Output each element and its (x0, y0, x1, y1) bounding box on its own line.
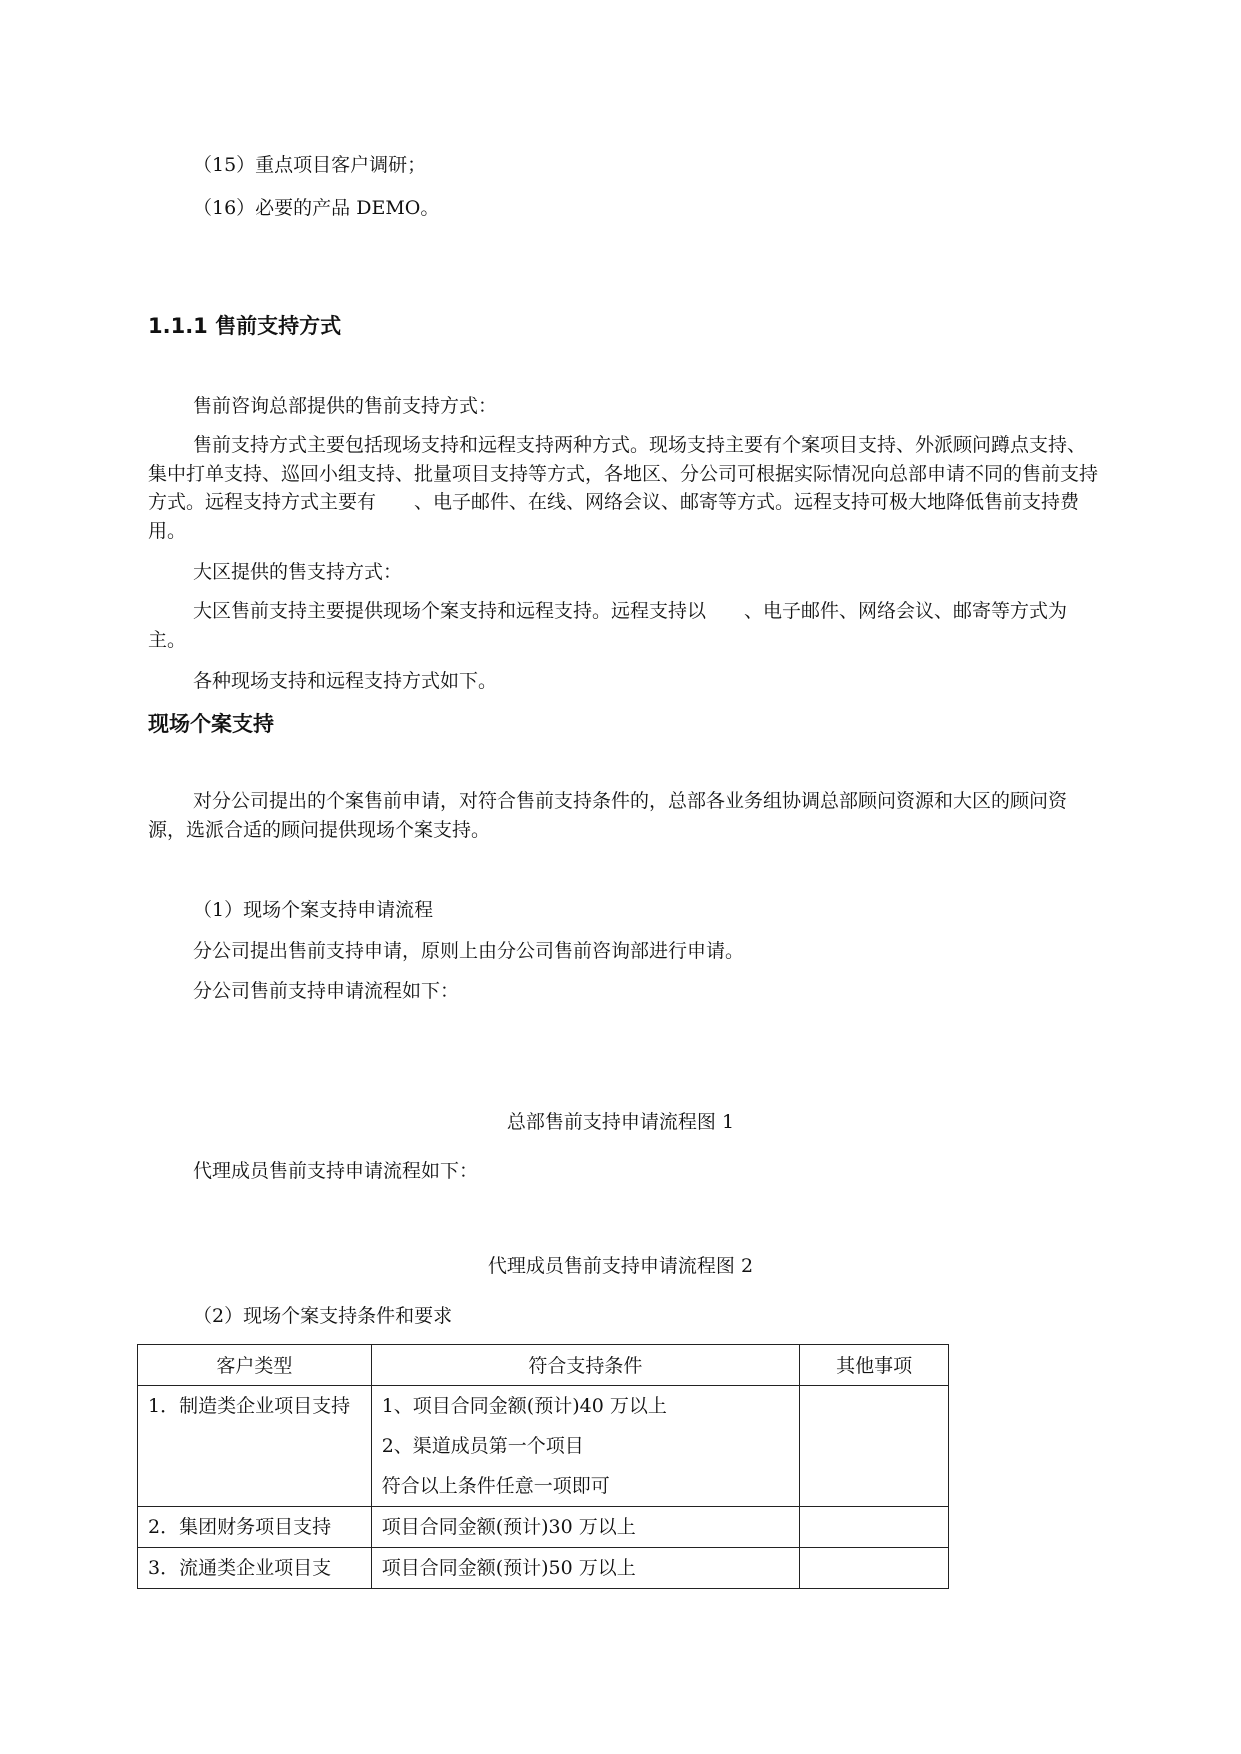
paragraph-region-methods: 大区售前支持主要提供现场个案支持和远程支持。远程支持以 、电子邮件、网络会议、邮寄等方式为主。 (148, 600, 1068, 651)
section-heading: 1.1.1 售前支持方式 (148, 314, 342, 338)
paragraph-branch-flow-intro: 分公司售前支持申请流程如下： (193, 980, 460, 1002)
cell-conditions (371, 1386, 799, 1507)
condition-line: 项目合同金额(预计)30 万以上 (381, 1516, 636, 1538)
condition-line: 1、项目合同金额(预计)40 万以上 (381, 1395, 667, 1417)
cell-other (800, 1386, 949, 1507)
cell-customer-type: 3．流通类企业项目支 (138, 1548, 372, 1589)
paragraph-hq-methods-intro: 售前咨询总部提供的售前支持方式： (193, 395, 498, 417)
cell-customer-type: 2．集团财务项目支持 (138, 1507, 372, 1548)
paragraph-methods-follow: 各种现场支持和远程支持方式如下。 (193, 670, 498, 692)
subheading-onsite: 现场个案支持 (148, 712, 274, 736)
header-conditions: 符合支持条件 (371, 1345, 799, 1386)
table-row (138, 1548, 949, 1589)
paragraph-support-methods: 售前支持方式主要包括现场支持和远程支持两种方式。现场支持主要有个案项目支持、外派顾问蹲点支持、集中打单支持、巡回小组支持、批量项目支持等方式，各地区、分公司可根据实际情况向总部申请不同的售前支持方式。远程支持方式主要有 、电子邮件、在线、网络会议、邮寄等方式。远程支持可极大地降低售前支持费用。 (148, 434, 1099, 542)
cell-conditions (371, 1548, 799, 1589)
condition-line: 项目合同金额(预计)50 万以上 (381, 1557, 636, 1579)
table-row (138, 1507, 949, 1548)
paragraph-agent-flow-intro: 代理成员售前支持申请流程如下： (193, 1160, 479, 1182)
cell-other (800, 1507, 949, 1548)
list-item-15: （15）重点项目客户调研； (193, 154, 427, 176)
header-customer-type: 客户类型 (138, 1345, 372, 1386)
paragraph-apply-principle: 分公司提出售前支持申请，原则上由分公司售前咨询部进行申请。 (193, 940, 745, 962)
figure-caption-2: 代理成员售前支持申请流程图 2 (487, 1255, 754, 1277)
paragraph-region-methods-intro: 大区提供的售支持方式： (193, 561, 403, 583)
figure-caption-1: 总部售前支持申请流程图 1 (506, 1111, 735, 1133)
cell-other (800, 1548, 949, 1589)
paragraph-onsite-desc: 对分公司提出的个案售前申请，对符合售前支持条件的，总部各业务组协调总部顾问资源和大区的顾问资源，选派合适的顾问提供现场个案支持。 (148, 790, 1068, 841)
list-item-1: （1）现场个案支持申请流程 (193, 899, 434, 921)
list-item-2: （2）现场个案支持条件和要求 (193, 1305, 453, 1327)
support-conditions-table (137, 1344, 949, 1589)
condition-line: 符合以上条件任意一项即可 (381, 1475, 610, 1497)
table-row (138, 1386, 949, 1507)
condition-line: 2、渠道成员第一个项目 (381, 1435, 584, 1457)
table-header-row (138, 1345, 949, 1386)
cell-customer-type: 1．制造类企业项目支持 (138, 1386, 372, 1507)
list-item-16: （16）必要的产品 DEMO。 (193, 197, 440, 219)
cell-conditions (371, 1507, 799, 1548)
header-other: 其他事项 (800, 1345, 949, 1386)
